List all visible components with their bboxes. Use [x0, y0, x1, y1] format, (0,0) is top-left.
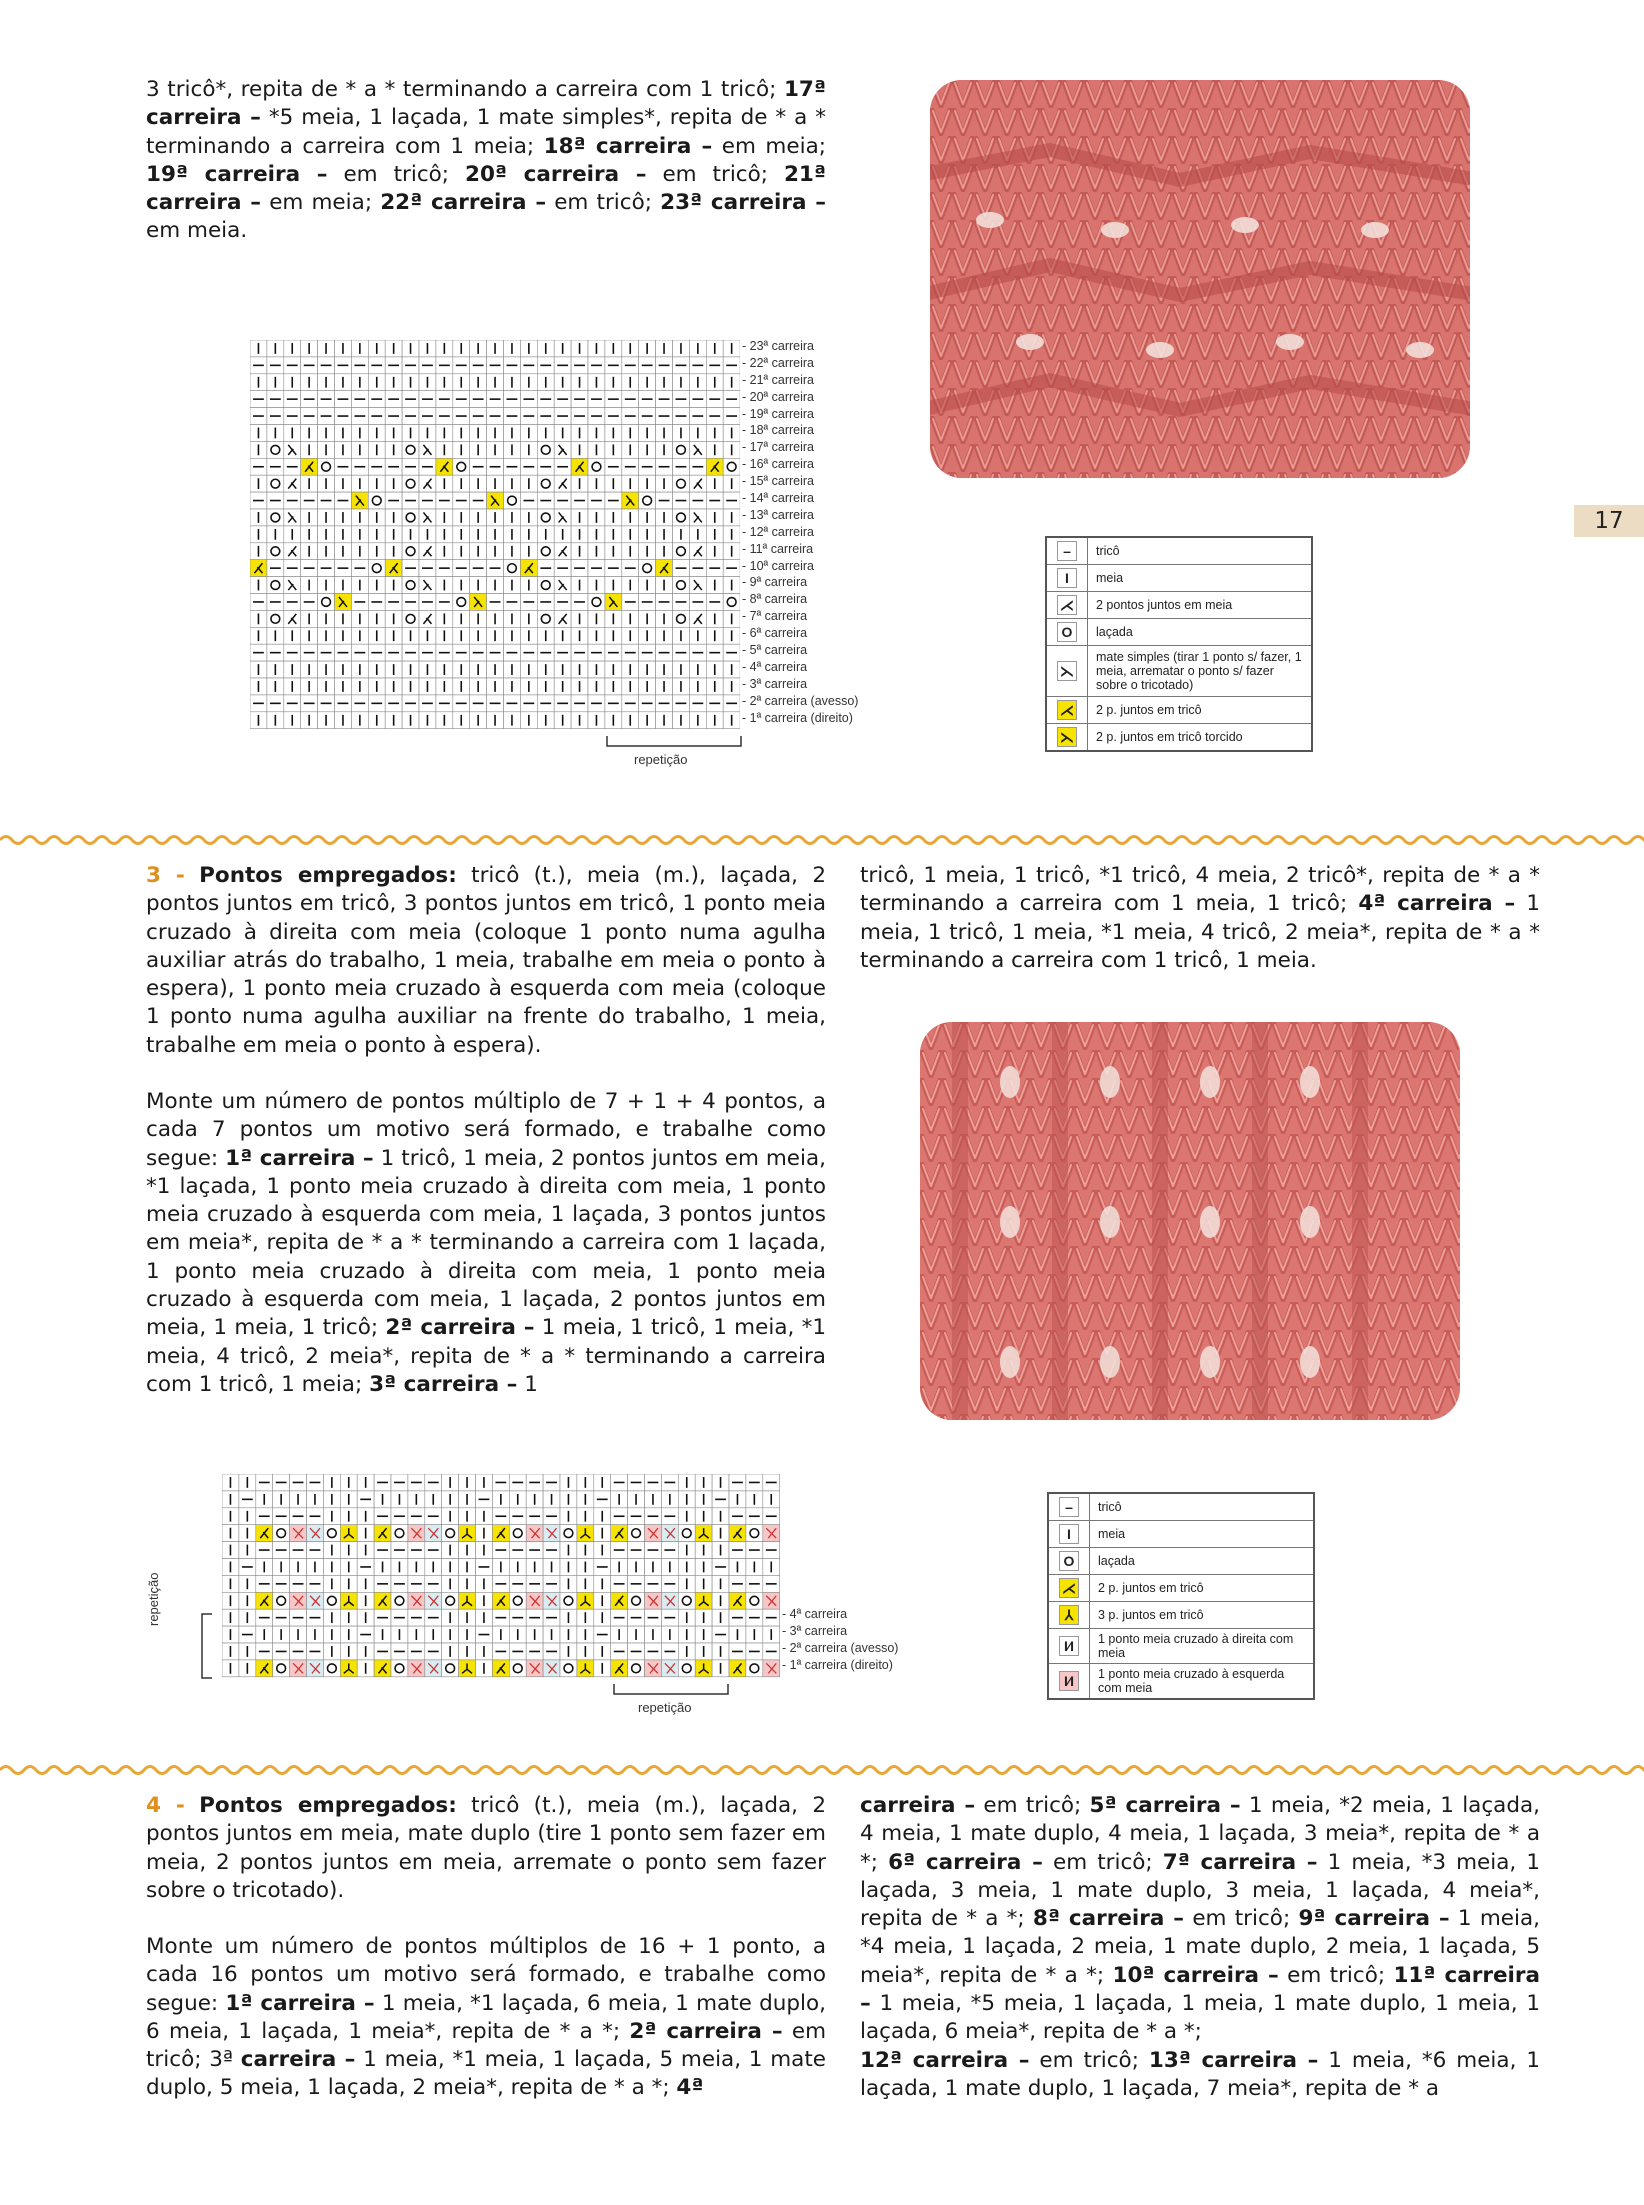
row-label: - 10ª carreira — [742, 558, 815, 573]
row-label: - 17ª carreira — [742, 440, 815, 455]
chart-cell — [318, 458, 335, 475]
chart-cell — [453, 594, 470, 611]
chart-cell — [723, 594, 740, 611]
legend-row — [1047, 724, 1311, 750]
page-number: 17 — [1574, 505, 1644, 537]
chart-cell — [673, 543, 690, 560]
chart-cell — [442, 1525, 459, 1542]
dash-icon: – — [1059, 1497, 1079, 1517]
chart-cell — [537, 475, 554, 492]
legend-row — [1047, 646, 1311, 697]
chart-cell — [723, 458, 740, 475]
legend-row — [1049, 1602, 1313, 1629]
section3-instructions-col2: tricô, 1 meia, 1 tricô, *1 tricô, 4 meia, 2 tricô*, repita de * a * terminando a carreira com 1 meia, 1 tricô; 4ª carreira – 1 meia, 1 tricô, 1 meia, *1 meia, 4 tricô, 2 meia*, repita de * a * terminando a carreira com 1 tricô, 1 meia. — [860, 863, 1541, 973]
legend-row — [1047, 538, 1311, 565]
chart2-side-label: repetição — [146, 1572, 161, 1626]
chart-cell — [537, 441, 554, 458]
legend-row — [1049, 1664, 1313, 1698]
chart-cell — [628, 1660, 645, 1677]
chart-cell — [537, 577, 554, 594]
row-label: - 8ª carreira — [742, 592, 808, 607]
chart-cell — [323, 1525, 340, 1542]
row-label: - 2ª carreira (avesso) — [782, 1640, 899, 1655]
legend-row — [1049, 1575, 1313, 1602]
legend-row — [1049, 1494, 1313, 1521]
chart-cell — [368, 560, 385, 577]
knit-sample-photo-2 — [920, 1022, 1460, 1420]
legend-label: mate simples (tirar 1 ponto s/ fazer, 1 meia, arrematar o ponto s/ fazer sobre o tricotado) — [1096, 650, 1302, 692]
chart-cell — [678, 1660, 695, 1677]
row-label: - 1ª carreira (direito) — [742, 710, 853, 725]
chart-cell — [267, 475, 284, 492]
legend-label: 1 ponto meia cruzado à esquerda com meia — [1098, 1667, 1285, 1695]
chart-cell — [391, 1525, 408, 1542]
chart-cell — [678, 1592, 695, 1609]
row-label: - 22ª carreira — [742, 355, 815, 370]
legend-row — [1049, 1548, 1313, 1575]
row-label: - 11ª carreira — [742, 541, 814, 556]
row-label: - 5ª carreira — [742, 643, 808, 658]
p3tog-icon: ⅄ — [1059, 1605, 1079, 1625]
row-label: - 21ª carreira — [742, 372, 815, 387]
section3-instructions: Monte um número de pontos múltiplo de 7 + 1 + 4 pontos, a cada 7 pontos um motivo será formado, e trabalhe como segue: 1ª carreira – 1 tricô, 1 meia, 2 pontos juntos em meia, *1 laçada, 1 ponto meia cruzado à direita com meia, 1 ponto meia cruzado à esquerda com meia, 1 laçada, 3 pontos juntos em meia*, repita de * a * terminando a carreira com 1 laçada, 1 ponto meia cruzado à direita com meia, 1 ponto meia cruzado à esquerda com meia, 1 laçada, 2 pontos juntos em meia, 1 meia, 1 tricô; 2ª carreira – 1 meia, 1 tricô, 1 meia, *1 meia, 4 tricô, 2 meia*, repita de * a * terminando a carreira com 1 tricô, 1 meia; 3ª carreira – 1 — [146, 1089, 826, 1397]
chart-cell — [391, 1592, 408, 1609]
chart-cell — [746, 1660, 763, 1677]
legend-label: 2 p. juntos em tricô — [1096, 703, 1202, 717]
chart-cell — [402, 610, 419, 627]
row-label: - 14ª carreira — [742, 491, 815, 506]
chart-cell — [673, 475, 690, 492]
legend-row — [1047, 697, 1311, 724]
chart-cell — [442, 1660, 459, 1677]
chart-cell — [368, 492, 385, 509]
wave-divider-1 — [0, 832, 1644, 848]
dash-icon: – — [1057, 541, 1077, 561]
chart-cell — [402, 441, 419, 458]
chart-cell — [402, 475, 419, 492]
chart-cell — [678, 1525, 695, 1542]
chart-cell — [504, 560, 521, 577]
row-label: - 3ª carreira — [742, 676, 808, 691]
right-cross-icon: I⁄I — [1059, 1636, 1079, 1656]
chart-cell — [673, 610, 690, 627]
chart-cell — [673, 509, 690, 526]
row-label: - 16ª carreira — [742, 457, 815, 472]
legend-row — [1047, 619, 1311, 646]
legend-label: tricô — [1098, 1500, 1122, 1514]
legend-label: tricô — [1096, 544, 1120, 558]
p2tog-icon: ⋌ — [1059, 1578, 1079, 1598]
chart-cell — [323, 1660, 340, 1677]
knitting-chart-2 — [222, 1474, 782, 1684]
chart-cell — [588, 594, 605, 611]
chart1-row-labels — [742, 338, 858, 726]
row-label: - 18ª carreira — [742, 423, 815, 438]
chart-cell — [402, 509, 419, 526]
chart-cell — [391, 1660, 408, 1677]
bar-icon: I — [1059, 1524, 1079, 1544]
chart-cell — [746, 1525, 763, 1542]
row-label: - 6ª carreira — [742, 626, 808, 641]
wave-divider-2 — [0, 1762, 1644, 1778]
chart-cell — [318, 594, 335, 611]
chart2-repeat-label: repetição — [638, 1700, 692, 1715]
chart-cell — [673, 577, 690, 594]
legend-label: 2 p. juntos em tricô — [1098, 1581, 1204, 1595]
knit-sample-photo-1 — [930, 80, 1470, 478]
section4-instructions: Monte um número de pontos múltiplos de 16 + 1 ponto, a cada 16 pontos um motivo será formado, e trabalhe como segue: 1ª carreira – 1 meia, *1 laçada, 6 meia, 1 mate duplo, 6 meia, 1 laçada, 1 meia*, repita de * a *; 2ª carreira – em tricô; 3ª carreira – 1 meia, *1 meia, 1 laçada, 5 meia, 1 mate duplo, 5 meia, 1 laçada, 2 meia*, repita de * a *; 4ª — [146, 1934, 827, 2101]
chart-cell — [673, 441, 690, 458]
chart-cell — [267, 577, 284, 594]
top-paragraph: 3 tricô*, repita de * a * terminando a carreira com 1 tricô; 17ª carreira – *5 meia, 1 laçada, 1 mate simples*, repita de * a * terminando a carreira com 1 meia; 18ª carreira – em meia; 19ª carreira – em tricô; 20ª carreira – em tricô; 21ª carreira – em meia; 22ª carreira – em tricô; 23ª carreira – em meia. — [146, 77, 827, 244]
legend-label: 3 p. juntos em tricô — [1098, 1608, 1204, 1622]
chart-cell — [560, 1660, 577, 1677]
legend-label: 2 p. juntos em tricô torcido — [1096, 730, 1243, 744]
yarn-over-icon: O — [1059, 1551, 1079, 1571]
chart-cell — [628, 1525, 645, 1542]
chart2-row-labels — [782, 1606, 898, 1674]
chart-cell — [509, 1660, 526, 1677]
yarn-over-icon: O — [1057, 622, 1077, 642]
chart1-repeat-label: repetição — [634, 752, 688, 767]
chart-cell — [402, 543, 419, 560]
chart-cell — [639, 560, 656, 577]
chart-cell — [273, 1592, 290, 1609]
chart-cell — [509, 1525, 526, 1542]
legend-2 — [1047, 1492, 1315, 1700]
chart-cell — [267, 509, 284, 526]
legend-row — [1049, 1629, 1313, 1664]
section4-instructions-col2: carreira – em tricô; 5ª carreira – 1 meia, *2 meia, 1 laçada, 4 meia, 1 mate duplo, 4 meia, 1 laçada, 3 meia*, repita de * a *; 6ª carreira – em tricô; 7ª carreira – 1 meia, *3 meia, 1 laçada, 3 meia, 1 mate duplo, 3 meia, 1 laçada, 4 meia*, repita de * a *; 8ª carreira – em tricô; 9ª carreira – 1 meia, *4 meia, 1 laçada, 2 meia, 1 mate duplo, 2 meia, 1 laçada, 5 meia*, repita de * a *; 10ª carreira – em tricô; 11ª carreira – 1 meia, *5 meia, 1 laçada, 1 meia, 1 mate duplo, 1 meia, 1 laçada, 6 meia*, repita de * a *; 12ª carreira – em tricô; 13ª carreira – 1 meia, *6 meia, 1 laçada, 1 mate duplo, 1 laçada, 7 meia*, repita de * a — [860, 1793, 1541, 2101]
chart-cell — [746, 1592, 763, 1609]
legend-label: meia — [1096, 571, 1124, 585]
left-cross-icon: I⁄I — [1059, 1671, 1079, 1691]
row-label: - 23ª carreira — [742, 339, 815, 353]
chart-cell — [588, 458, 605, 475]
chart-cell — [537, 543, 554, 560]
row-label: - 15ª carreira — [742, 474, 815, 489]
chart-cell — [537, 509, 554, 526]
section4-intro: 4 - Pontos empregados: tricô (t.), meia (m.), laçada, 2 pontos juntos em meia, mate duplo (tire 1 ponto sem fazer em meia, 2 pontos juntos em meia, arremate o ponto sem fazer sobre o tricotado). — [146, 1793, 826, 1903]
knitting-chart-1 — [250, 340, 740, 736]
chart-cell — [560, 1525, 577, 1542]
chart-cell — [267, 543, 284, 560]
legend-row — [1047, 565, 1311, 592]
legend-row — [1049, 1521, 1313, 1548]
row-label: - 19ª carreira — [742, 406, 815, 421]
row-label: - 12ª carreira — [742, 524, 815, 539]
row-label: - 20ª carreira — [742, 389, 815, 404]
legend-label: 1 ponto meia cruzado à direita com meia — [1098, 1632, 1294, 1660]
bar-icon: I — [1057, 568, 1077, 588]
chart-cell — [504, 492, 521, 509]
skp-icon: ⋋ — [1057, 661, 1077, 681]
row-label: - 4ª carreira — [742, 659, 808, 674]
row-label: - 1ª carreira (direito) — [782, 1657, 893, 1672]
row-label: - 3ª carreira — [782, 1623, 848, 1638]
legend-1 — [1045, 536, 1313, 752]
chart-cell — [453, 458, 470, 475]
k2tog-icon: ⋌ — [1057, 595, 1077, 615]
p2tog-icon: ⋌ — [1057, 700, 1077, 720]
legend-row — [1047, 592, 1311, 619]
row-label: - 7ª carreira — [742, 609, 808, 624]
row-label: - 4ª carreira — [782, 1607, 848, 1621]
row-label: - 13ª carreira — [742, 507, 815, 522]
legend-label: laçada — [1098, 1554, 1135, 1568]
chart-cell — [273, 1525, 290, 1542]
row-label: - 2ª carreira (avesso) — [742, 693, 859, 708]
section3-intro: 3 - Pontos empregados: tricô (t.), meia (m.), laçada, 2 pontos juntos em tricô, 3 pontos juntos em tricô, 1 ponto meia cruzado à direita com meia (coloque 1 ponto numa agulha auxiliar atrás do trabalho, 1 meia, trabalhe em meia o ponto à espera), 1 ponto meia cruzado à esquerda com meia (coloque 1 ponto numa agulha auxiliar na frente do trabalho, 1 meia, trabalhe em meia o ponto à espera). — [146, 863, 826, 1058]
chart-cell — [628, 1592, 645, 1609]
legend-label: laçada — [1096, 625, 1133, 639]
chart-cell — [537, 610, 554, 627]
chart-cell — [560, 1592, 577, 1609]
chart-cell — [402, 577, 419, 594]
chart2-side-bracket — [196, 1612, 216, 1682]
chart-cell — [639, 492, 656, 509]
chart-cell — [442, 1592, 459, 1609]
legend-label: 2 pontos juntos em meia — [1096, 598, 1233, 612]
chart-cell — [267, 441, 284, 458]
row-label: - 9ª carreira — [742, 575, 808, 590]
chart-cell — [509, 1592, 526, 1609]
legend-label: meia — [1098, 1527, 1126, 1541]
chart-cell — [273, 1660, 290, 1677]
chart-cell — [267, 610, 284, 627]
chart-cell — [323, 1592, 340, 1609]
p2tog-tbl-icon: ⋋ — [1057, 727, 1077, 747]
